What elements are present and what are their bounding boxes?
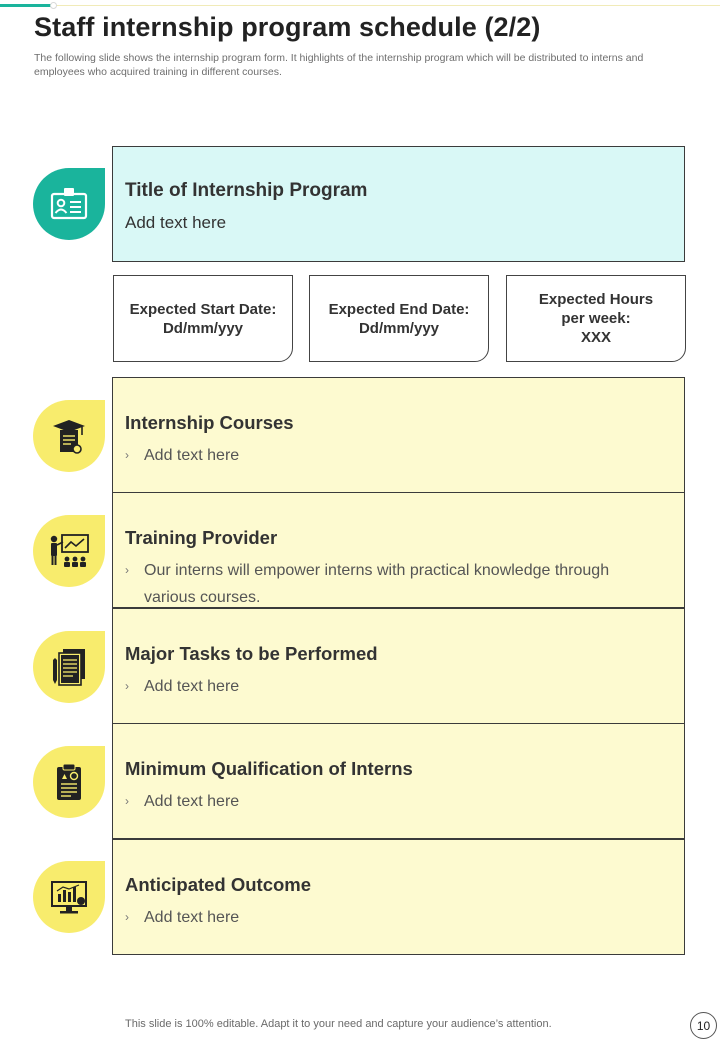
document-list-icon xyxy=(33,631,105,703)
section-heading: Major Tasks to be Performed xyxy=(125,643,378,664)
program-text: Add text here xyxy=(125,213,227,232)
section-major-tasks xyxy=(112,608,685,724)
section-minimum-qualification xyxy=(112,723,685,839)
section-heading: Training Provider xyxy=(125,527,278,548)
section-internship-courses xyxy=(112,377,685,493)
section-text: Add text here xyxy=(144,793,240,810)
section-bullet xyxy=(125,904,624,931)
end-date-box xyxy=(309,275,489,362)
program-title-box xyxy=(112,146,685,262)
page-number: 10 xyxy=(690,1012,717,1039)
top-rule xyxy=(0,5,720,6)
section-heading: Internship Courses xyxy=(125,412,294,433)
id-card-icon xyxy=(33,168,105,240)
chevron-right-icon: › xyxy=(125,679,129,693)
section-bullet xyxy=(125,788,624,815)
section-text: Add text here xyxy=(144,678,240,695)
chevron-right-icon: › xyxy=(125,910,129,924)
graduation-certificate-icon xyxy=(33,400,105,472)
start-date-label: Expected Start Date: Dd/mm/yyy xyxy=(129,300,277,337)
section-bullet xyxy=(125,673,624,700)
chevron-right-icon: › xyxy=(125,448,129,462)
footer-note: This slide is 100% editable. Adapt it to your need and capture your audience’s attention. xyxy=(125,1018,552,1030)
page-title: Staff internship program schedule (2/2) xyxy=(34,12,541,42)
section-anticipated-outcome xyxy=(112,839,685,955)
program-heading: Title of Internship Program xyxy=(125,180,368,201)
end-date-label: Expected End Date: Dd/mm/yyy xyxy=(328,300,470,337)
section-bullet xyxy=(125,557,624,611)
start-date-box xyxy=(113,275,293,362)
section-text: Add text here xyxy=(144,909,240,926)
section-text: Our interns will empower interns with practical knowledge through various courses. xyxy=(144,562,610,606)
top-accent-bar xyxy=(0,4,52,7)
monitor-chart-icon xyxy=(33,861,105,933)
section-training-provider xyxy=(112,492,685,608)
top-accent-dot xyxy=(50,2,57,9)
section-text: Add text here xyxy=(144,447,240,464)
section-heading: Minimum Qualification of Interns xyxy=(125,758,413,779)
presentation-trainer-icon xyxy=(33,515,105,587)
section-heading: Anticipated Outcome xyxy=(125,874,312,895)
chevron-right-icon: › xyxy=(125,794,129,808)
hours-per-week-label: Expected Hours per week: XXX xyxy=(538,291,654,346)
chevron-right-icon: › xyxy=(125,563,129,577)
page-subtitle: The following slide shows the internship program form. It highlights of the internship program which will be distributed to interns and employees who acquired training in different courses. xyxy=(34,52,644,78)
section-bullet xyxy=(125,442,624,469)
clipboard-award-icon xyxy=(33,746,105,818)
hours-per-week-box xyxy=(506,275,686,362)
